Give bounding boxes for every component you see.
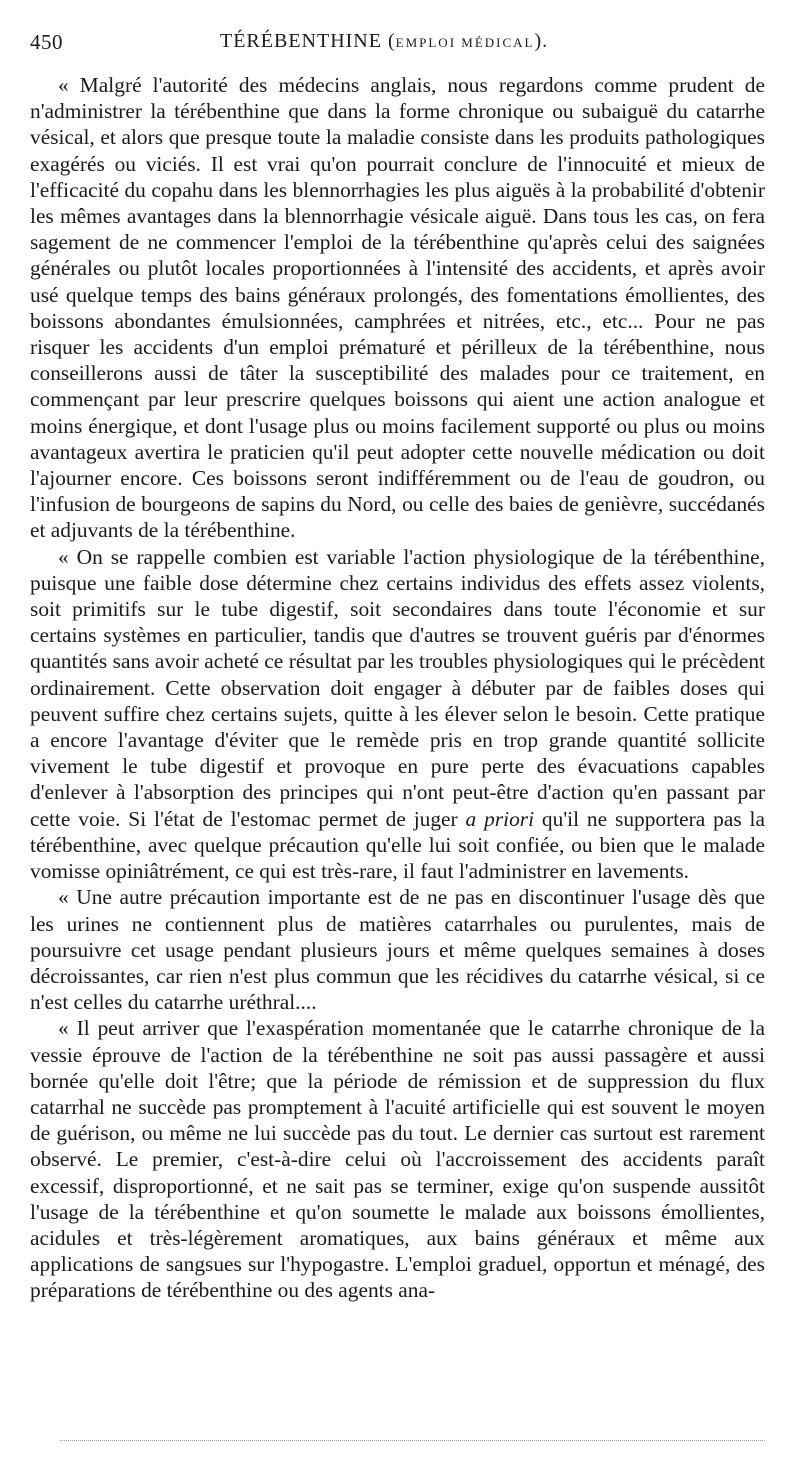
paragraph-1-text: « Malgré l'autorité des médecins anglais, nous regardons comme prudent de n'administrer la térébenthine que dans la forme chronique ou subaiguë du catarrhe vésical, et alors que presque toute la maladie consiste dans les produits pathologiques exagérés ou viciés. Il est vrai qu'on pourrait conclure de l'innocuité et mieux de l'efficacité du copahu dans les blennorrhagies les plus aiguës à la probabilité d'obtenir les mêmes avantages dans la blennorrhagie vésicale aiguë. Dans tous les cas, on fera sagement de ne commencer l'emploi de la térébenthine qu'après celui des saignées générales ou plutôt locales proportionnées à l'intensité des accidents, et après avoir usé quelque temps des bains généraux prolongés, des fomentations émollientes, des boissons abondantes émulsionnées, camphrées et nitrées, etc., etc... Pour ne pas risquer les accidents d'un emploi prématuré et périlleux de la térébenthine, nous conseillerons aussi de tâter la susceptibilité des malades pour ce traitement, en commençant par leur prescrire quelques boissons qui aient une action analogue et moins énergique, et dont l'usage plus ou moins facilement supporté ou plus ou moins avantageux avertira le praticien qu'il peut adopter cette nouvelle médication ou doit l'ajourner encore. Ces boissons seront indifféremment ou de l'eau de goudron, ou l'infusion de bourgeons de sapins du Nord, ou celle des baies de genièvre, succédanés et adjuvants de la térébenthine. — [30, 73, 765, 543]
running-title-small-caps: EMPLOI MÉDICAL — [395, 35, 535, 50]
page-number: 450 — [30, 30, 63, 54]
body-text — [30, 72, 765, 1304]
book-page — [30, 30, 765, 1304]
running-head — [30, 30, 765, 64]
paragraph-4 — [30, 1015, 765, 1303]
paragraph-3-text: « Une autre précaution importante est de ne pas en discontinuer l'usage dès que les urines ne contiennent plus de matières catarrhales ou purulentes, mais de poursuivre cet usage pendant plusieurs jours et même quelques semaines à doses décroissantes, car rien n'est plus commun que les récidives du catarrhe vésical, si ce n'est celles du catarrhe uréthral.... — [30, 885, 765, 1015]
running-title-main: TÉRÉBENTHINE ( — [220, 30, 396, 52]
paragraph-2 — [30, 544, 765, 885]
paragraph-3 — [30, 884, 765, 1015]
paragraph-2-text-end: qu'il ne supportera pas la térébenthine, avec quelque précaution qu'elle lui soit confiée, ou bien que le malade vomisse opiniâtrément, ce qui est très-rare, il faut l'administrer en lavements. — [30, 806, 765, 884]
running-title-end: ). — [534, 30, 549, 52]
running-title — [220, 30, 548, 53]
paragraph-1 — [30, 72, 765, 544]
footer-dotted-rule — [60, 1440, 765, 1441]
paragraph-2-italic-phrase: a priori — [465, 806, 535, 831]
paragraph-2-text-start: « On se rappelle combien est variable l'action physiologique de la térébenthine, puisque une faible dose détermine chez certains individus des effets assez violents, soit primitifs sur le tube digestif, soit secondaires dans toute l'économie et sur certains systèmes en particulier, tandis que d'autres se trouvent guéris par d'énormes quantités sans avoir acheté ce résultat par les troubles physiologiques qui le précèdent ordinairement. Cette observation doit engager à débuter par de faibles doses qui peuvent suffire chez certains sujets, quitte à les élever selon le besoin. Cette pratique a encore l'avantage d'éviter que le remède pris en trop grande quantité sollicite vivement le tube digestif et provoque en pure perte des évacuations capables d'enlever à l'absorption des principes qui n'ont peut-être d'action qu'en passant par cette voie. Si l'état de l'estomac permet de juger — [30, 544, 765, 831]
paragraph-4-text: « Il peut arriver que l'exaspération momentanée que le catarrhe chronique de la vessie éprouve de l'action de la térébenthine ne soit pas aussi passagère et aussi bornée qu'elle doit l'être; que la période de rémission et de suppression du flux catarrhal ne succède pas promptement à l'acuité artificielle qui est souvent le moyen de guérison, ou même ne lui succède pas du tout. Le dernier cas surtout est rarement observé. Le premier, c'est-à-dire celui où l'accroissement des accidents paraît excessif, disproportionné, et ne sait pas se terminer, exige qu'on suspende aussitôt l'usage de la térébenthine et qu'on soumette le malade aux boissons émollientes, acidules et très-légèrement aromatiques, aux bains généraux et même aux applications de sangsues sur l'hypogastre. L'emploi graduel, opportun et ménagé, des préparations de térébenthine ou des agents ana- — [30, 1016, 765, 1303]
